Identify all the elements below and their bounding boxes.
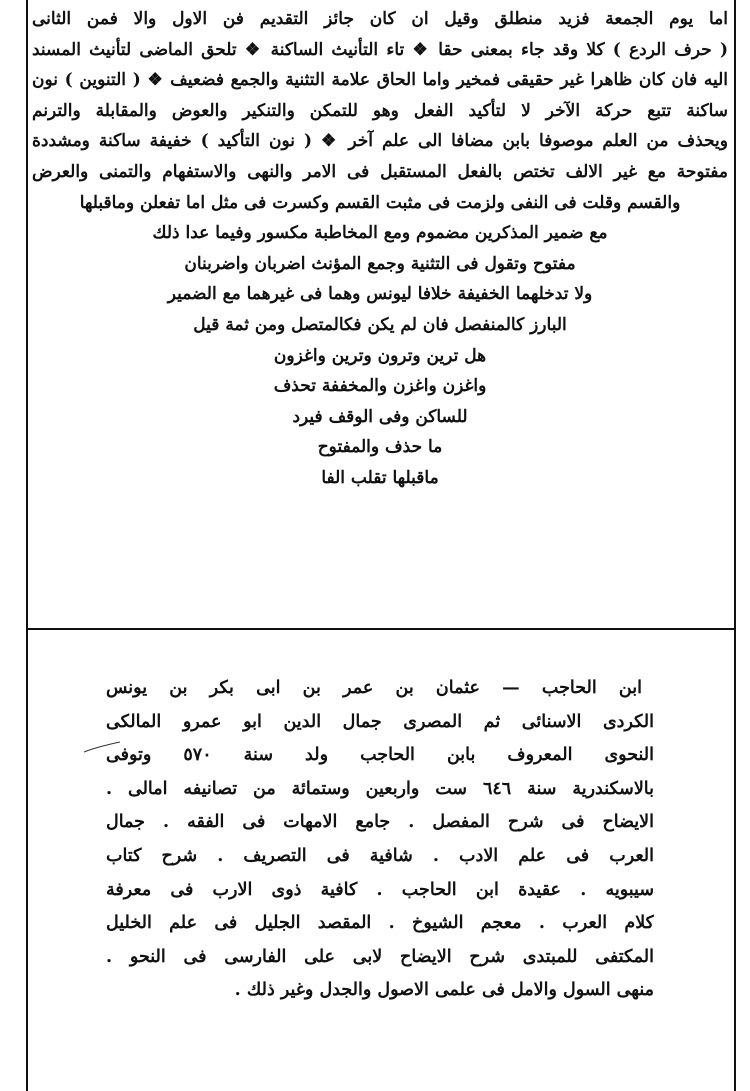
- text-line: اما يوم الجمعة فزيد منطلق وقيل ان كان جائز التقديم فن الاول والا فمن الثانى: [32, 9, 728, 29]
- bio-line: الايضاح فى شرح المفصل . جامع الامهات فى الفقه . جمال: [106, 812, 654, 833]
- bio-line: النحوى المعروف بابن الحاجب ولد سنة ٥٧٠ وتوفى: [106, 745, 654, 766]
- bio-line: المكتفى للمبتدى شرح الايضاح لابى على الفارسى فى النحو .: [106, 946, 654, 967]
- right-border-rule: [734, 0, 736, 1091]
- bio-line: الكردى الاسنائى ثم المصرى جمال الدين ابو عمرو المالكى: [106, 711, 654, 732]
- grammar-text-block: [32, 4, 728, 494]
- text-line: مفتوحة مع غير الالف تختص بالفعل المستقبل فى الامر والنهى والاستفهام والتمنى والعرض: [32, 161, 728, 182]
- text-line: ما حذف والمفتوح: [317, 437, 443, 458]
- text-line: مع ضمير المذكرين مضموم ومع المخاطبة مكسور وفيما عدا ذلك: [152, 223, 608, 244]
- text-line: ويحذف من العلم موصوفا بابن مضافا الى علم آخر ❖ ( نون التأكيد ) خفيفة ساكنة ومشددة: [32, 131, 728, 152]
- text-line: اليه فان كان ظاهرا غير حقيقى فمخير واما الحاق علامة التثنية والجمع فضعيف ❖ ( التنوين ) نون: [32, 70, 728, 91]
- text-line: البارز كالمنفصل فان لم يكن فكالمتصل ومن ثمة قيل: [193, 314, 567, 335]
- left-border-rule: [26, 0, 28, 1091]
- bio-line: كلام العرب . معجم الشيوخ . المقصد الجليل فى علم الخليل: [106, 913, 654, 934]
- text-line: مفتوح وتقول فى التثنية وجمع المؤنث اضربان واضربنان: [184, 253, 576, 274]
- text-line: ماقبلها تقلب الفا: [321, 467, 439, 488]
- text-line: هل ترين وترون وترين واغزون: [273, 345, 487, 366]
- text-line: ولا تدخلهما الخفيفة خلافا ليونس وهما فى غيرهما مع الضمير: [167, 284, 593, 305]
- text-line: للساكن وفى الوقف فيرد: [292, 406, 468, 427]
- text-line: ساكنة تتبع حركة الآخر لا لتأكيد الفعل وهو للتمكن والتنكير والعوض والمقابلة والترنم: [32, 100, 728, 121]
- bio-line: بالاسكندرية سنة ٦٤٦ ست واربعين وستمائة من تصانيفه امالى .: [106, 778, 654, 799]
- bio-line: العرب فى علم الادب . شافية فى التصريف . شرح كتاب: [106, 845, 654, 866]
- text-line: ( حرف الردع ) كلا وقد جاء بمعنى حقا ❖ تاء التأنيث الساكنة ❖ تلحق الماضى لتأنيث المسند: [32, 39, 728, 60]
- bio-line: ابن الحاجب — عثمان بن عمر بن ابى بكر بن يونس: [106, 678, 642, 698]
- bio-line: سيبويه . عقيدة ابن الحاجب . كافية ذوى الارب فى معرفة: [106, 879, 654, 900]
- section-divider: [26, 628, 736, 630]
- biography-block: [106, 672, 654, 1008]
- bio-line: منهى السول والامل فى علمى الاصول والجدل وغير ذلك .: [234, 980, 654, 1001]
- text-line: واغزن واغزن والمخففة تحذف: [273, 376, 487, 397]
- text-line: والقسم وقلت فى النفى ولزمت فى مثبت القسم وكسرت فى مثل اما تفعلن وماقبلها: [79, 192, 681, 213]
